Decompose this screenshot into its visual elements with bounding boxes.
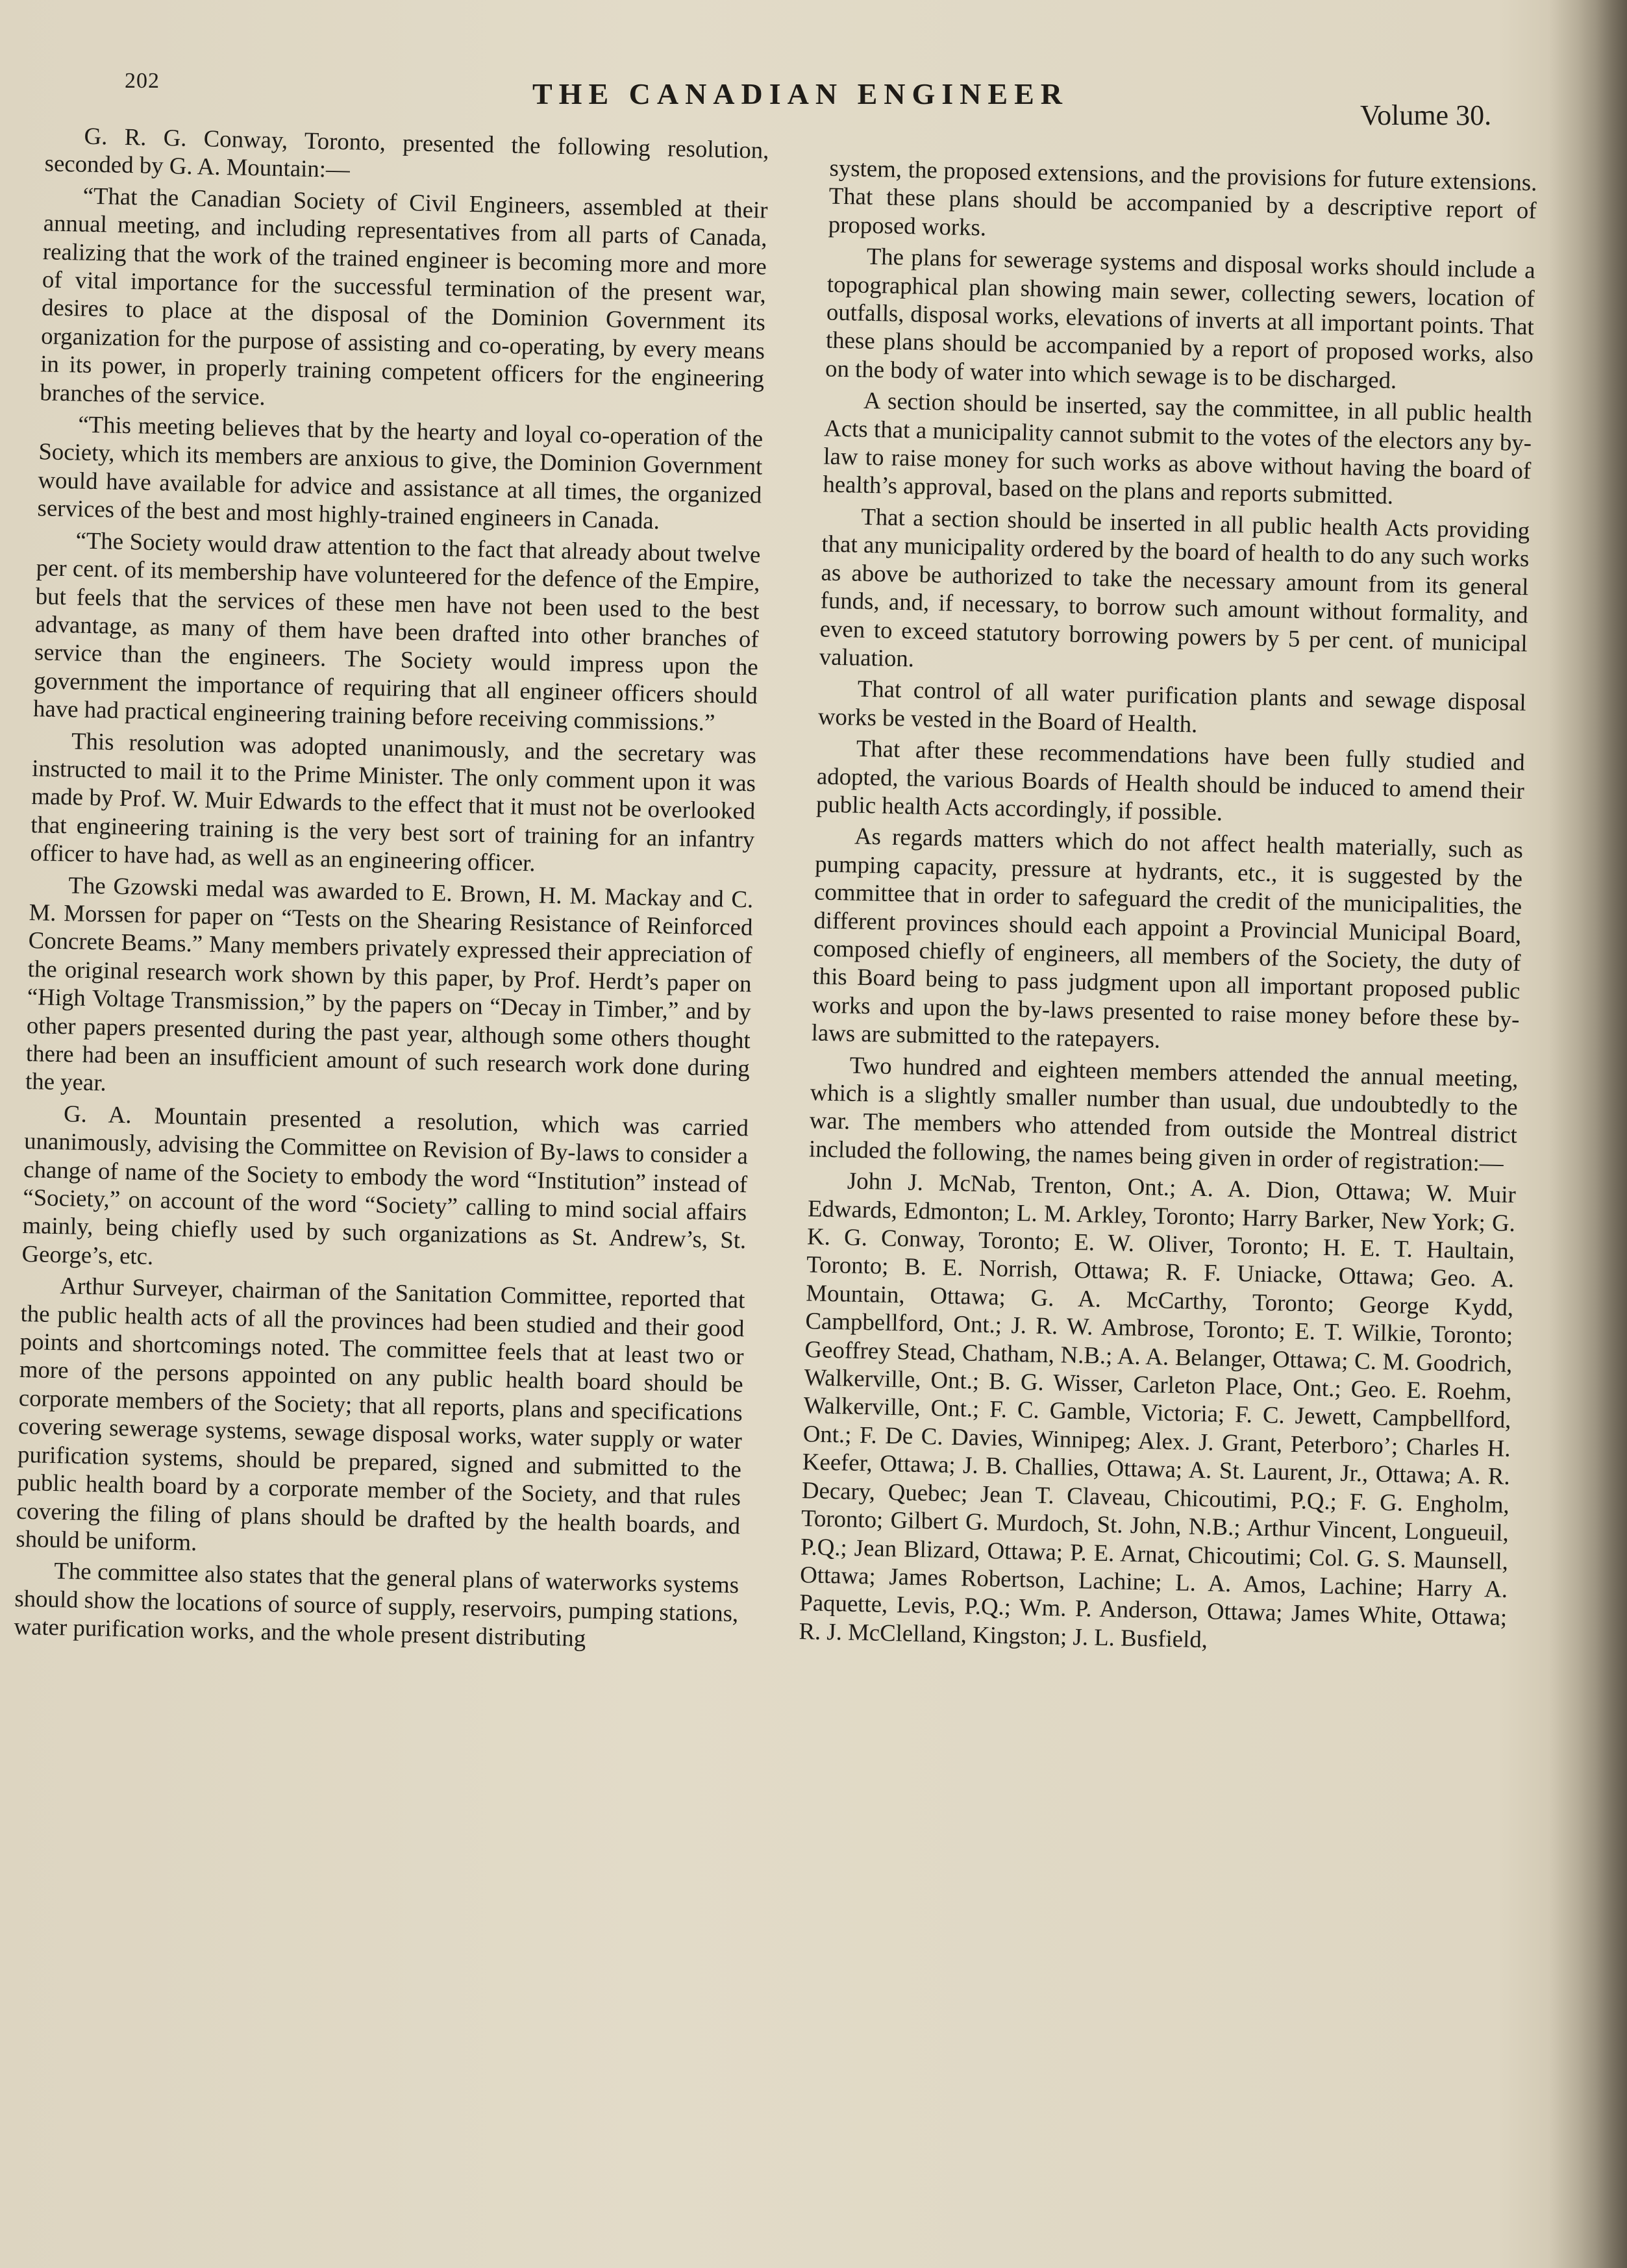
journal-title: THE CANADIAN ENGINEER [532,77,1069,110]
paragraph: A section should be inserted, say the committee, in all public health Acts that a municipality cannot submit to the votes of the electors any by-law to raise money for such works as above without having the board of health’s approval, based on the plans and reports submitted. [823,387,1533,510]
paragraph: Arthur Surveyer, chairman of the Sanitation Committee, reported that the public health acts of all the provinces had been studied and their good points and shortcomings noted. The committee feels that at least two or more of the persons appointed on any public health board should be corporate members of the Society; that all reports, plans and specifications covering sewerage systems, sewage disposal works, water supply or water purification systems, should be prepared, signed and submitted to the public health board by a corporate member of the Society, and that rules covering the filing of plans should be drafted by the health boards, and should be uniform. [15,1272,745,1556]
paragraph: Two hundred and eighteen members attended the annual meeting, which is a slightly smaller number than usual, due undoubtedly to the war. The members who attended from outside the Montreal district included the following, the names being given in order of registration:— [808,1051,1519,1177]
paragraph: system, the proposed extensions, and the provisions for future extensions. That these plans should be accompanied by a descriptive report of proposed works. [828,154,1537,241]
paragraph: The plans for sewerage systems and disposal works should include a topographical plan showing main sewer, collecting sewers, location of outfalls, disposal works, elevations of inverts at all important points. That these plans should be accompanied by a report of proposed works, also on the body of water into which sewage is to be discharged. [825,243,1536,393]
paragraph: G. R. G. Conway, Toronto, presented the following resolution, seconded by G. A. Mountain:— [44,122,769,183]
volume-label: Volume 30. [1360,99,1492,131]
paragraph: That after these recommendations have been fully studied and adopted, the various Boards of Health should be induced to amend their public health Acts accordingly, if possible. [815,734,1526,826]
left-column [14,121,769,1658]
book-spine-shadow [1549,0,1627,2268]
paragraph: G. A. Mountain presented a resolution, which was carried unanimously, advising the Committee on Revision of By-laws to consider a change of name of the Society to embody the word “Institution” instead of “Society,” on account of the word “Society” calling to mind social affairs mainly, being chiefly used by such organizations as St. Andrew’s, St. George’s, etc. [21,1100,749,1270]
paragraph: “That the Canadian Society of Civil Engineers, assembled at their annual meeting, and including representatives from all parts of Canada, realizing that the work of the trained engineer is becoming more and more of vital importance for the successful termination of the present war, desires to place at the disposal of the Dominion Government its organization for the purpose of assisting and co-operating, by every means in its power, in properly training competent officers for the engineering branches of the service. [39,182,768,410]
page-number: 202 [125,69,160,93]
paragraph: The Gzowski medal was awarded to E. Brown, H. M. Mackay and C. M. Morssen for paper on “Tests on the Shearing Resistance of Reinforced Concrete Beams.” Many members privately expressed their appreciation of the original research work shown by this paper, by Prof. Herdt’s paper on “High Voltage Transmission,” by the papers on “Decay in Timber,” and by other papers presented during the past year, although some others thought there had been an insufficient amount of such research work done during the year. [25,871,754,1097]
paragraph: This resolution was adopted unanimously, and the secretary was instructed to mail it to the Prime Minister. The only comment upon it was made by Prof. W. Muir Edwards to the effect that it must not be overlooked that engineering training is the very best sort of training for an infantry officer to have had, as well as an engineering officer. [30,727,757,877]
paragraph: “The Society would draw attention to the fact that already about twelve per cent. of its membership have volunteered for the defence of the Empire, but feels that the services of these men have not been used to the best advantage, as many of them have been drafted into other branches of service than the engineers. The Society would impress upon the government the importance of requiring that all engineer officers should have had practical engineering training before receiving commissions.” [32,527,761,736]
paragraph: As regards matters which do not affect health materially, such as pumping capacity, pressure at hydrants, etc., it is suggested by the committee that in order to safeguard the credit of the municipalities, the different provinces should each appoint a Provincial Municipal Board, composed chiefly of engineers, all members of the Society, the duty of this Board being to pass judgment upon all important proposed public works and upon the by-laws presented to raise money before these by-laws are submitted to the ratepayers. [811,822,1524,1053]
right-column [799,154,1537,1663]
paragraph: That a section should be inserted in all public health Acts providing that any municipality ordered by the board of health to do any such works as above be authorized to take the necessary amount from its general funds, and, if necessary, to borrow such amount without formality, and even to exceed statutory borrowing powers by 5 per cent. of municipal valuation. [819,503,1530,672]
paragraph: That control of all water purification plants and sewage disposal works be vested in the Board of Health. [817,675,1527,738]
attendee-list: John J. McNab, Trenton, Ont.; A. A. Dion, Ottawa; W. Muir Edwards, Edmonton; L. M. Arkley, Toronto; Harry Barker, New York; G. K. G. Conway, Toronto; E. W. Oliver, Toronto; H. E. T. Haultain, Toronto; B. E. Norrish, Ottawa; R. F. Uniacke, Ottawa; Geo. A. Mountain, Ottawa; G. A. McCarthy, Toronto; George Kydd, Campbellford, Ont.; J. R. W. Ambrose, Toronto; E. T. Wilkie, Toronto; Geoffrey Stead, Chatham, N.B.; A. A. Belanger, Ottawa; C. M. Goodrich, Walkerville, Ont.; B. G. Wisser, Carleton Place, Ont.; Geo. E. Roehm, Walkerville, Ont.; F. C. Gamble, Victoria; F. C. Jewett, Campbellford, Ont.; F. De C. Davies, Winnipeg; Alex. J. Grant, Peterboro’; Charles H. Keefer, Ottawa; J. B. Challies, Ottawa; A. St. Laurent, Jr., Ottawa; A. R. Decary, Quebec; Jean T. Claveau, Chicoutimi, P.Q.; F. G. Engholm, Toronto; Gilbert G. Murdoch, St. John, N.B.; Arthur Vincent, Longueuil, P.Q.; Jean Blizard, Ottawa; P. E. Arnat, Chicoutimi; Col. G. S. Maunsell, Ottawa; James Robertson, Lachine; L. A. Amos, Lachine; Harry A. Paquette, Levis, P.Q.; Wm. P. Anderson, Ottawa; James White, Ottawa; R. J. McClelland, Kingston; J. L. Busfield, [799,1167,1517,1652]
paragraph: The committee also states that the general plans of waterworks systems should show the locations of source of supply, reservoirs, pumping stations, water purification works, and the whole present distributing [14,1557,739,1652]
paragraph: “This meeting believes that by the hearty and loyal co-operation of the Society, which its members are anxious to give, the Dominion Government would have available for advice and assistance at all times, the organized services of the best and most highly-trained engineers in Canada. [37,410,764,534]
